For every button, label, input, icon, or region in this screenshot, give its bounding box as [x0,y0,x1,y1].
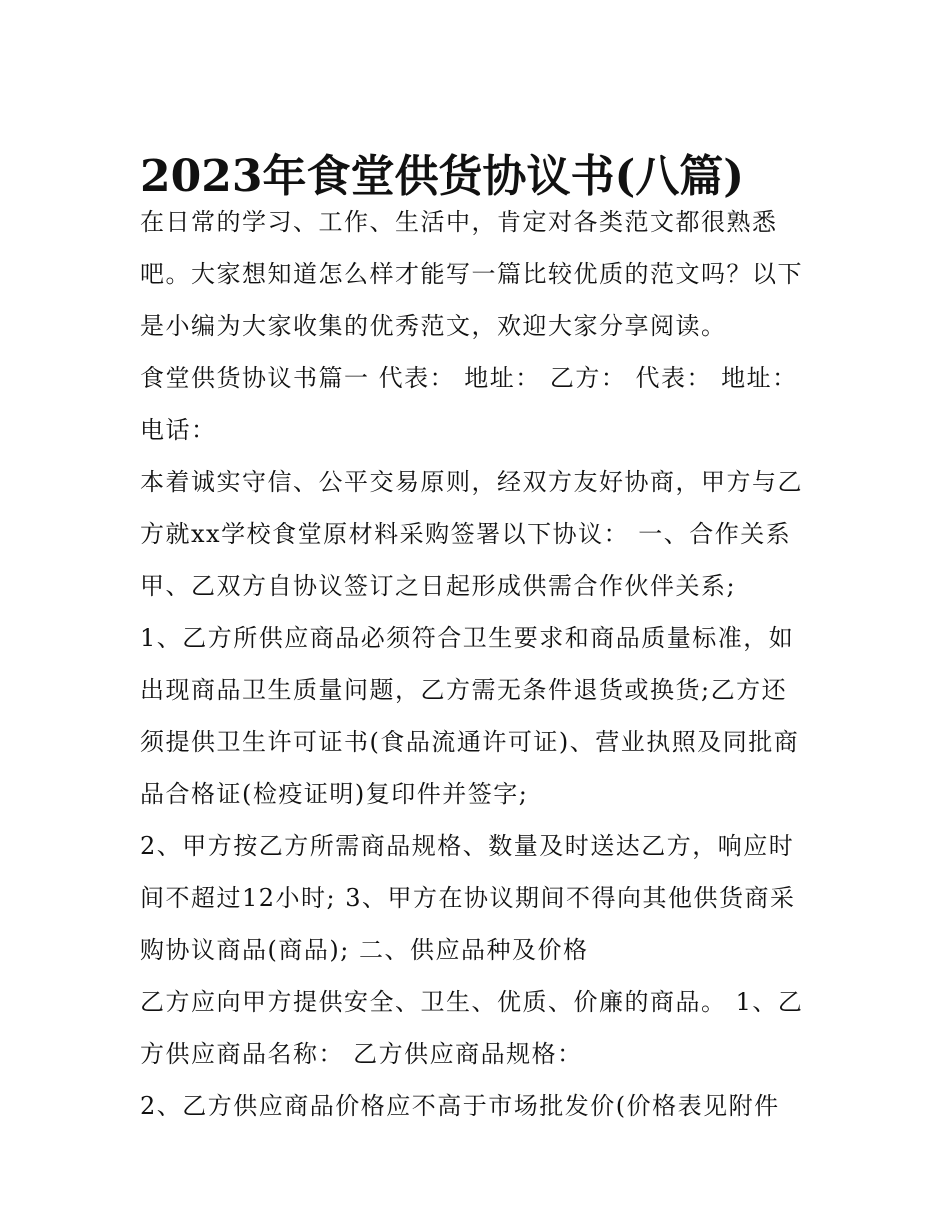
paragraph-clause-1: 1、乙方所供应商品必须符合卫生要求和商品质量标准，如出现商品卫生质量问题，乙方需无条件退货或换货;乙方还须提供卫生许可证书(食品流通许可证)、营业执照及同批商品合格证(检疫证明)复印件并签字; [140,624,800,808]
paragraph-clause-2-3: 2、甲方按乙方所需商品规格、数量及时送达乙方，响应时间不超过12小时; 3、甲方在协议期间不得向其他供货商采购协议商品(商品); 二、供应品种及价格 [140,832,796,964]
paragraph-pricing: 2、乙方供应商品价格应不高于市场批发价(价格表见附件 [140,1092,780,1120]
paragraph-intro: 在日常的学习、工作、生活中，肯定对各类范文都很熟悉吧。大家想知道怎么样才能写一篇比较优质的范文吗？以下是小编为大家收集的优秀范文，欢迎大家分享阅读。 [140,208,803,340]
paragraph-parties: 食堂供货协议书篇一 代表： 地址： 乙方： 代表： 地址： 电话： [140,364,798,444]
paragraph-principles: 本着诚实守信、公平交易原则，经双方友好协商，甲方与乙方就xx学校食堂原材料采购签署以下协议： 一、合作关系 甲、乙双方自协议签订之日起形成供需合作伙伴关系; [140,468,803,600]
document-body [140,196,812,1132]
document-title: 2023年食堂供货协议书(八篇) [140,151,745,203]
paragraph-supply-items: 乙方应向甲方提供安全、卫生、优质、价廉的商品。 1、乙方供应商品名称： 乙方供应商品规格： [140,988,804,1068]
